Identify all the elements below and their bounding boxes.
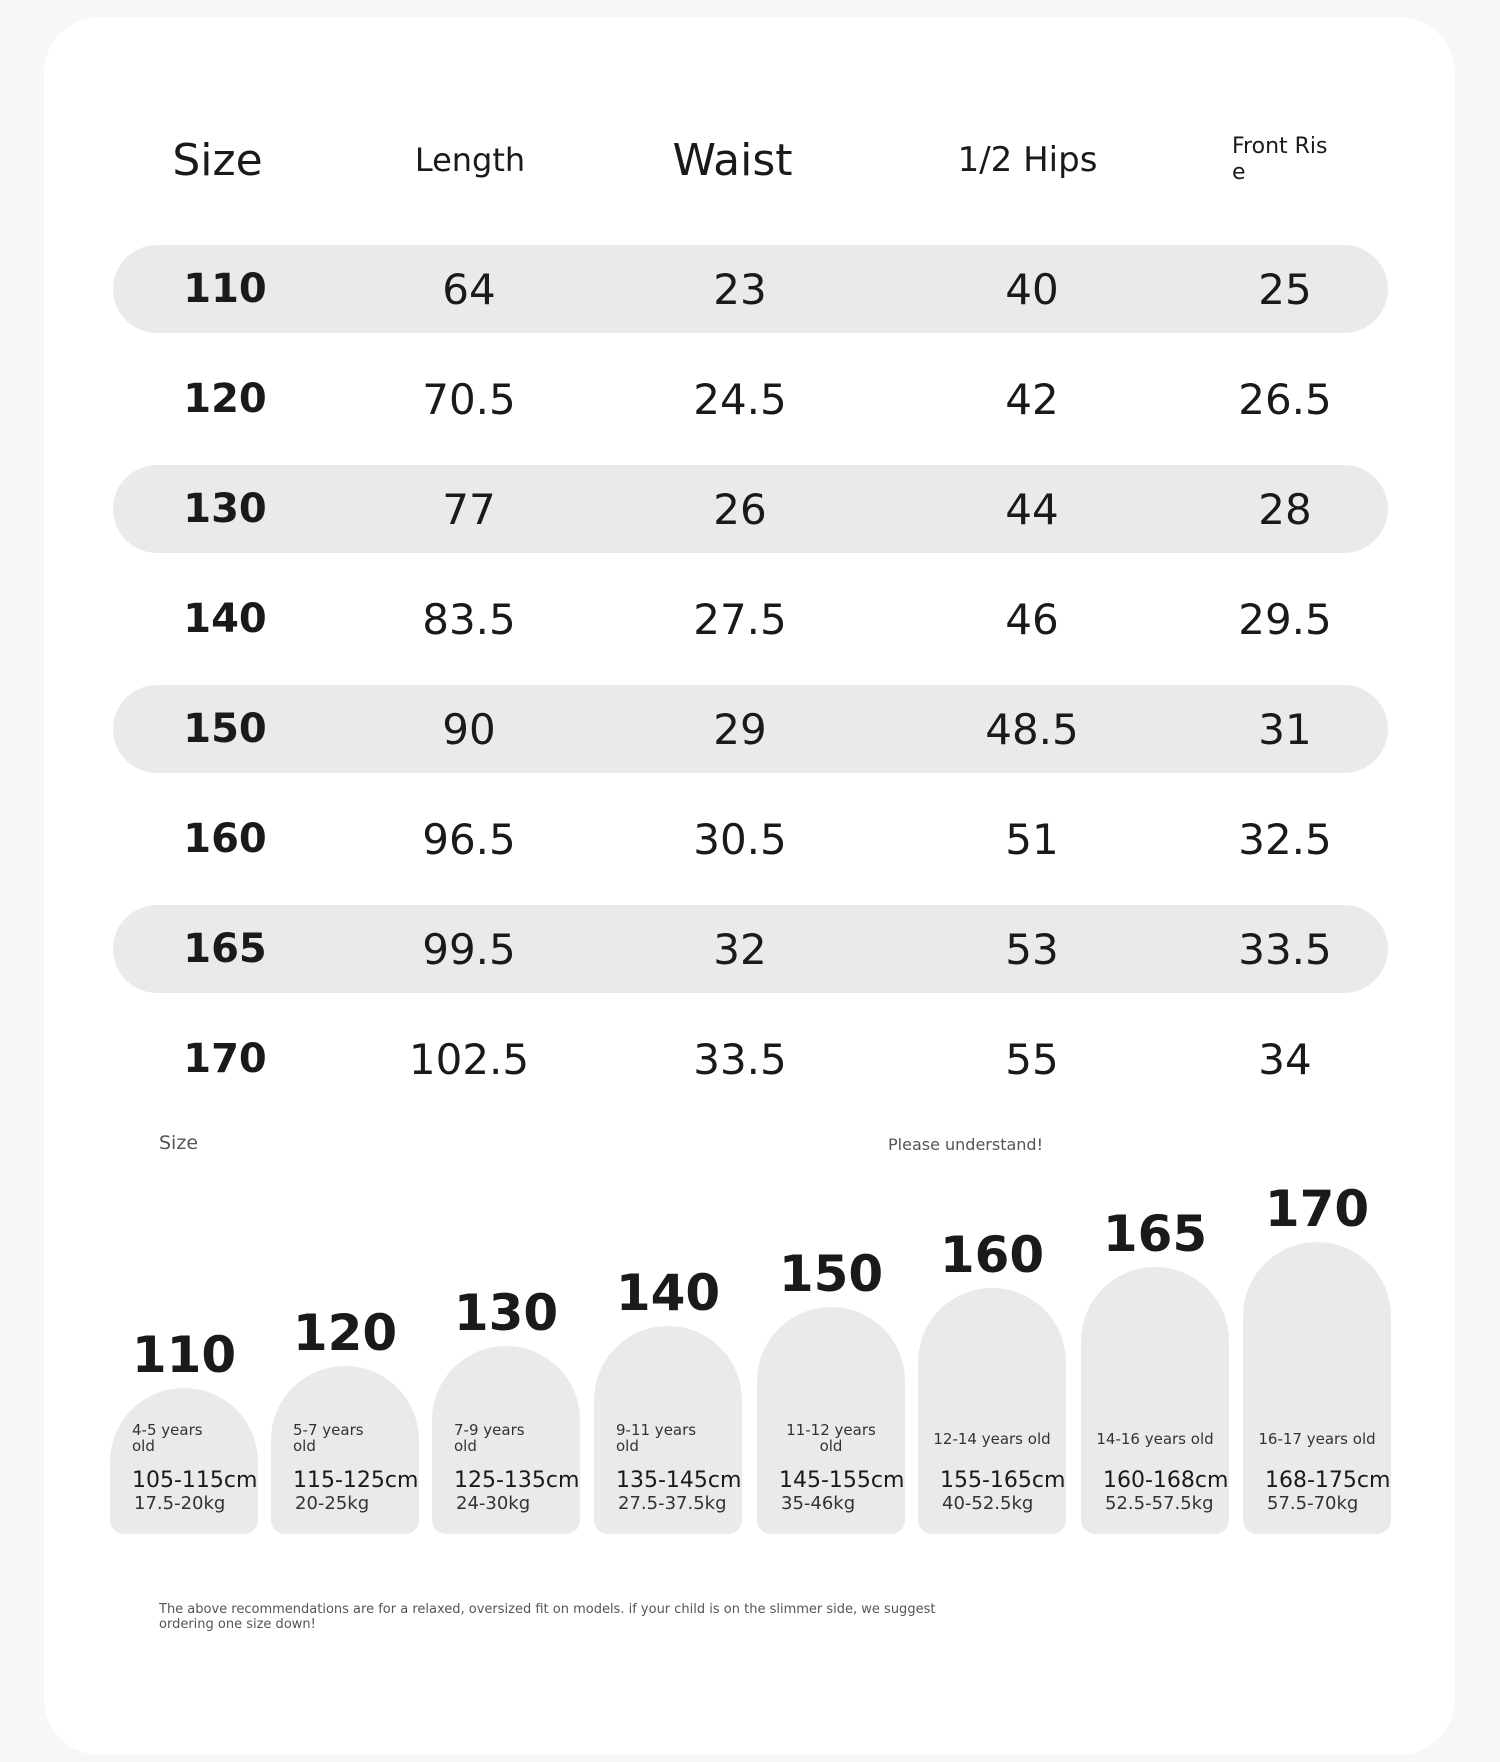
table-row <box>113 905 1388 993</box>
measurement-cell: 29.5 <box>1238 594 1332 644</box>
measurement-cell: 25 <box>1258 264 1312 314</box>
guide-note-label: Please understand! <box>888 1135 1043 1154</box>
measurement-cell: 70.5 <box>422 374 516 424</box>
guide-size-label: Size <box>159 1132 199 1154</box>
guide-height-range: 145-155cm <box>779 1468 905 1493</box>
guide-weight-range: 24-30kg <box>456 1493 531 1514</box>
measurement-cell: 31 <box>1258 704 1312 754</box>
measurement-cell: 64 <box>442 264 496 314</box>
measurement-cell: 90 <box>442 704 496 754</box>
measurement-cell: 28 <box>1258 484 1312 534</box>
fit-note: The above recommendations are for a relaxed, oversized fit on models. if your child is on the slimmer side, we suggest ordering one size down! <box>159 1602 936 1632</box>
measurement-cell: 26 <box>713 484 767 534</box>
guide-age: 9-11 years old <box>616 1421 697 1455</box>
measurement-cell: 29 <box>713 704 767 754</box>
size-cell: 120 <box>183 376 267 422</box>
measurement-cell: 99.5 <box>422 924 516 974</box>
measurement-cell: 23 <box>713 264 767 314</box>
guide-weight-range: 17.5-20kg <box>134 1493 226 1514</box>
measurement-cell: 24.5 <box>693 374 787 424</box>
guide-weight-range: 35-46kg <box>781 1493 856 1514</box>
guide-age: 11-12 years old <box>786 1421 876 1455</box>
size-cell: 165 <box>183 926 267 972</box>
size-cell: 170 <box>183 1036 267 1082</box>
measurement-cell: 27.5 <box>693 594 787 644</box>
guide-size-number: 150 <box>778 1245 884 1303</box>
measurement-cell: 51 <box>1005 814 1059 864</box>
guide-size-number: 160 <box>939 1226 1045 1284</box>
guide-size-number: 170 <box>1264 1180 1370 1238</box>
measurement-cell: 40 <box>1005 264 1059 314</box>
measurement-cell: 46 <box>1005 594 1059 644</box>
guide-size-number: 165 <box>1102 1205 1208 1263</box>
guide-age: 16-17 years old <box>1258 1430 1376 1448</box>
measurement-cell: 83.5 <box>422 594 516 644</box>
size-cell: 160 <box>183 816 267 862</box>
measurement-cell: 42 <box>1005 374 1059 424</box>
guide-height-range: 105-115cm <box>132 1468 258 1493</box>
size-cell: 140 <box>183 596 267 642</box>
guide-age: 12-14 years old <box>933 1430 1051 1448</box>
guide-weight-range: 27.5-37.5kg <box>618 1493 727 1514</box>
measurement-cell: 55 <box>1005 1034 1059 1084</box>
size-cell: 110 <box>183 266 267 312</box>
table-row <box>113 1015 1388 1103</box>
measurement-cell: 53 <box>1005 924 1059 974</box>
guide-size-number: 130 <box>453 1284 559 1342</box>
table-row <box>113 465 1388 553</box>
header-front-rise: Front Ris e <box>1232 134 1328 185</box>
guide-height-range: 155-165cm <box>940 1468 1066 1493</box>
guide-height-range: 115-125cm <box>293 1468 419 1493</box>
measurement-cell: 44 <box>1005 484 1059 534</box>
guide-age: 4-5 years old <box>132 1421 203 1455</box>
measurement-cell: 33.5 <box>1238 924 1332 974</box>
measurement-cell: 48.5 <box>985 704 1079 754</box>
measurement-cell: 32.5 <box>1238 814 1332 864</box>
table-row <box>113 245 1388 333</box>
guide-weight-range: 20-25kg <box>295 1493 370 1514</box>
table-row <box>113 795 1388 883</box>
guide-size-number: 140 <box>615 1264 721 1322</box>
measurement-cell: 30.5 <box>693 814 787 864</box>
measurement-cell: 26.5 <box>1238 374 1332 424</box>
table-row <box>113 685 1388 773</box>
guide-size-number: 120 <box>292 1304 398 1362</box>
measurement-cell: 34 <box>1258 1034 1312 1084</box>
guide-weight-range: 52.5-57.5kg <box>1105 1493 1214 1514</box>
guide-height-range: 135-145cm <box>616 1468 742 1493</box>
measurement-cell: 77 <box>442 484 496 534</box>
guide-height-range: 160-168cm <box>1103 1468 1229 1493</box>
header-hips: 1/2 Hips <box>957 140 1098 180</box>
guide-age: 5-7 years old <box>293 1421 364 1455</box>
measurement-cell: 33.5 <box>693 1034 787 1084</box>
guide-age: 14-16 years old <box>1096 1430 1214 1448</box>
guide-age: 7-9 years old <box>454 1421 525 1455</box>
guide-weight-range: 57.5-70kg <box>1267 1493 1359 1514</box>
measurement-cell: 96.5 <box>422 814 516 864</box>
header-waist: Waist <box>672 134 793 186</box>
header-length: Length <box>414 141 526 179</box>
measurement-cell: 102.5 <box>408 1034 530 1084</box>
table-row <box>113 575 1388 663</box>
header-size: Size <box>172 134 263 186</box>
guide-height-range: 168-175cm <box>1265 1468 1391 1493</box>
guide-weight-range: 40-52.5kg <box>942 1493 1034 1514</box>
guide-size-number: 110 <box>131 1326 237 1384</box>
table-row <box>113 355 1388 443</box>
guide-height-range: 125-135cm <box>454 1468 580 1493</box>
size-cell: 150 <box>183 706 267 752</box>
measurement-cell: 32 <box>713 924 767 974</box>
size-cell: 130 <box>183 486 267 532</box>
